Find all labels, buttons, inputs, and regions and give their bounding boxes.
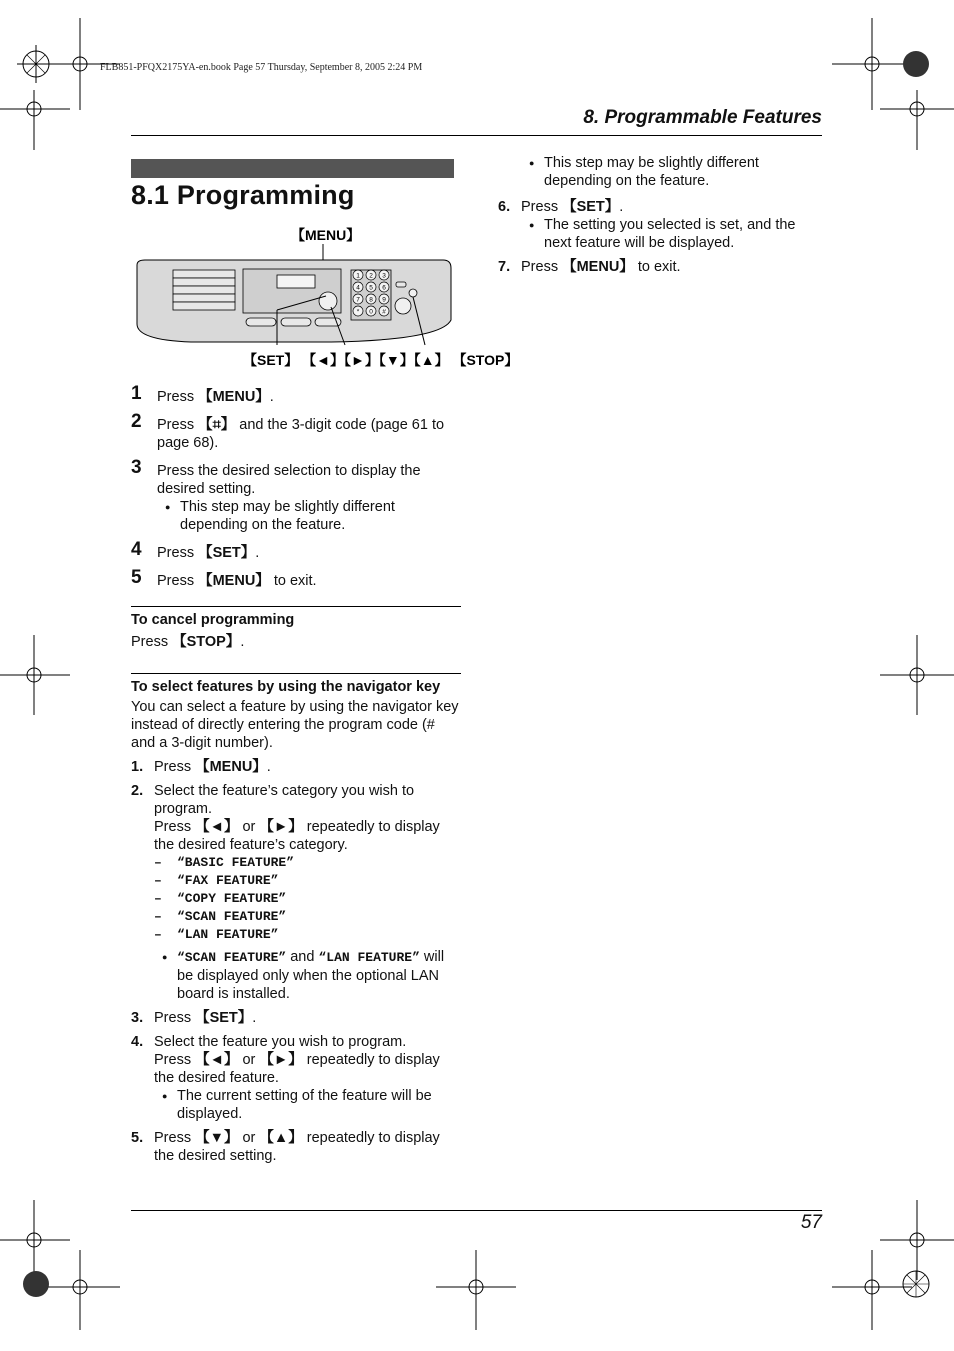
nav-item-4-note: ● The current setting of the feature will be displayed.: [154, 1087, 461, 1123]
nav-item-7: 7. Press 【MENU】 to exit.: [498, 259, 681, 275]
step-number: 4: [131, 539, 142, 560]
step-number: 1: [131, 383, 142, 404]
cancel-section: To cancel programming Press 【STOP】.: [131, 606, 461, 651]
lan-note: ● “SCAN FEATURE” and “LAN FEATURE” will be displayed only when the optional LAN board is installed.: [154, 948, 461, 1003]
step-1: 1 Press 【MENU】.: [131, 383, 274, 405]
keypad-key-label: *: [356, 308, 360, 316]
section-title: 8.1 Programming: [131, 180, 355, 210]
keypad-key-label: 8: [369, 296, 373, 304]
category-lan: – “LAN FEATURE”: [154, 926, 461, 944]
navigator-heading: To select features by using the navigator key: [131, 679, 441, 695]
step-2: 2 Press 【⌗】 and the 3-digit code (page 61 to page 68).: [131, 411, 445, 451]
keypad-key-label: 4: [356, 284, 360, 292]
step-4: 4 Press 【SET】.: [131, 539, 260, 561]
step-number: 3: [131, 457, 142, 478]
step-3: 3 Press the desired selection to display the desired setting. ● This step may be slightly different depending on the feature.: [131, 462, 461, 534]
nav-item-3: 3. Press 【SET】.: [131, 1010, 257, 1026]
section-bar: [131, 159, 454, 178]
category-fax: – “FAX FEATURE”: [154, 872, 461, 890]
panel-label-arrows: ◄】【►】【▼】【▲: [316, 352, 435, 368]
nav-item-2: 2. Select the feature’s category you wish to program. Press 【◄】 or 【►】 repeatedly to display the desired feature’s category. – “BASIC FEATURE” – “FAX FEATURE” – “COPY FEATURE” – “SCAN FEATURE” – “LAN FEATURE” ● “SCAN FEATURE” and “LAN FEATURE” will be displayed only when the optional LAN board is installed.: [131, 782, 461, 1003]
cancel-heading: To cancel programming: [131, 612, 295, 628]
panel-label-menu: MENU: [305, 227, 347, 243]
navigator-intro: You can select a feature by using the navigator key instead of directly entering the program code (# and a 3-digit number).: [131, 699, 459, 751]
keypad-key-label: 1: [356, 272, 360, 280]
footer-rule: [131, 1210, 822, 1211]
keypad-key-label: 2: [369, 272, 373, 280]
left-column: [131, 383, 461, 1171]
category-copy: – “COPY FEATURE”: [154, 890, 461, 908]
right-column: [498, 154, 823, 282]
nav-item-5: 5. Press 【▼】 or 【▲】 repeatedly to display the desired setting.: [131, 1130, 440, 1164]
category-scan: – “SCAN FEATURE”: [154, 908, 461, 926]
step-5: 5 Press 【MENU】 to exit.: [131, 567, 317, 589]
nav-item-6: 6. Press 【SET】. ● The setting you selected is set, and the next feature will be displayed.: [498, 198, 823, 252]
header-rule: [131, 135, 822, 136]
print-slug: FLB851-PFQX2175YA-en.book Page 57 Thursday, September 8, 2005 2:24 PM: [100, 62, 423, 73]
keypad-key-label: 3: [382, 272, 386, 280]
control-panel-illustration: [131, 220, 519, 380]
page-number: 57: [800, 1212, 822, 1233]
panel-label-set: SET: [257, 352, 285, 368]
step-number: 2: [131, 411, 142, 432]
keypad-key-label: 9: [382, 296, 386, 304]
nav-item-1: 1. Press 【MENU】.: [131, 759, 271, 775]
step-3-note: ● This step may be slightly different depending on the feature.: [157, 498, 461, 534]
navigator-section: [131, 673, 461, 1165]
step-number: 5: [131, 567, 142, 588]
category-basic: – “BASIC FEATURE”: [154, 854, 461, 872]
keypad-key-label: 6: [382, 284, 386, 292]
svg-text:【MENU】: 【MENU】: [291, 227, 361, 243]
keypad-key-label: 5: [369, 284, 373, 292]
nav-item-6-note: ● The setting you selected is set, and the next feature will be displayed.: [521, 216, 823, 252]
nav-item-5-note: ● This step may be slightly different depending on the feature.: [521, 154, 823, 190]
header-title: 8. Programmable Features: [583, 107, 822, 128]
keypad-key-label: 7: [356, 296, 360, 304]
panel-label-stop: STOP: [466, 352, 505, 368]
nav-item-4: 4. Select the feature you wish to program. Press 【◄】 or 【►】 repeatedly to display the desired feature. ● The current setting of the feature will be displayed.: [131, 1033, 461, 1123]
svg-text:【SET】 【◄】【►】【▼】【▲】 【STOP】: 【SET】 【◄】【►】【▼】【▲】 【STOP】: [243, 352, 519, 368]
keypad-key-label: #: [382, 308, 386, 316]
keypad-key-label: 0: [369, 308, 373, 316]
